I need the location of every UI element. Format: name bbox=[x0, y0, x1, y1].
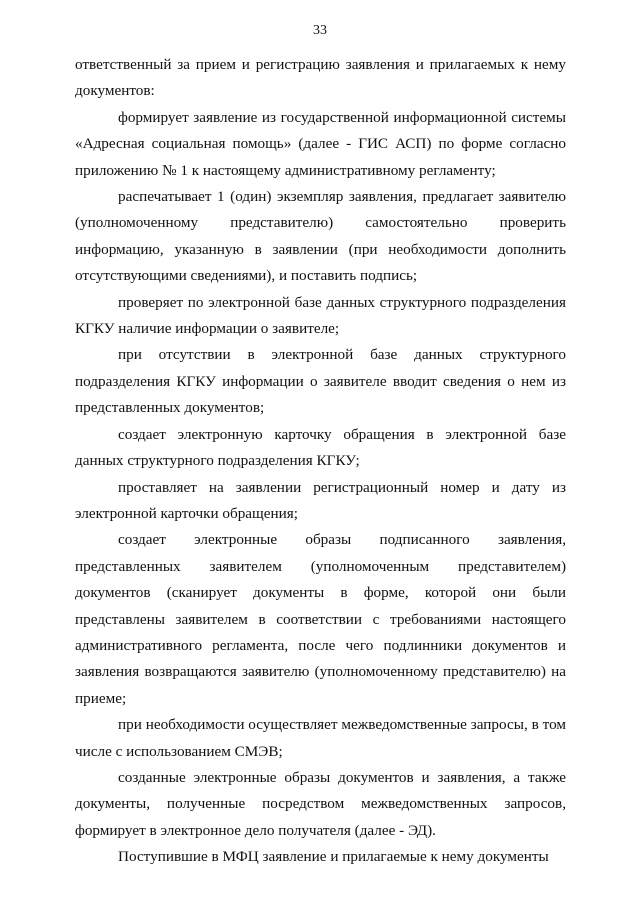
paragraph-checks-database: проверяет по электронной базе данных структурного подразделения КГКУ наличие информации о заявителе; bbox=[75, 293, 566, 338]
paragraph-creates-card: создает электронную карточку обращения в электронной базе данных структурного подразделения КГКУ; bbox=[75, 425, 566, 470]
paragraph-enters-info: при отсутствии в электронной базе данных структурного подразделения КГКУ информации о заявителе вводит сведения о нем из представленных документов; bbox=[75, 346, 566, 417]
paragraph-mfc-received: Поступившие в МФЦ заявление и прилагаемые к нему документы bbox=[118, 848, 549, 866]
paragraph-electronic-case: созданные электронные образы документов и заявления, а также документы, полученные посредством межведомственных запросов, формирует в электронное дело получателя (далее - ЭД). bbox=[75, 768, 566, 839]
page-number: 33 bbox=[313, 23, 327, 38]
document-body bbox=[75, 52, 566, 871]
paragraph-registration-number: проставляет на заявлении регистрационный номер и дату из электронной карточки обращения; bbox=[75, 478, 566, 522]
paragraph-interagency-requests: при необходимости осуществляет межведомственные запросы, в том числе с использованием СМЭВ; bbox=[75, 716, 566, 760]
paragraph-electronic-images: создает электронные образы подписанного заявления, представленных заявителем (уполномоченным представителем) документов (сканирует документы в форме, которой они были представлены заявителем в соответствии с требованиями настоящего административного регламента, после чего подлинники документов и заявления возвращаются заявителю (уполномоченному представителю) на приеме; bbox=[75, 531, 566, 707]
paragraph-forms-application: формирует заявление из государственной информационной системы «Адресная социальная помощь» (далее - ГИС АСП) по форме согласно приложению № 1 к настоящему административному регламенту; bbox=[75, 108, 566, 179]
paragraph-prints-copy: распечатывает 1 (один) экземпляр заявления, предлагает заявителю (уполномоченному представителю) самостоятельно проверить информацию, указанную в заявлении (при необходимости дополнить отсутствующими сведениями), и поставить подпись; bbox=[75, 188, 566, 285]
paragraph-responsible: ответственный за прием и регистрацию заявления и прилагаемых к нему документов: bbox=[75, 56, 566, 100]
